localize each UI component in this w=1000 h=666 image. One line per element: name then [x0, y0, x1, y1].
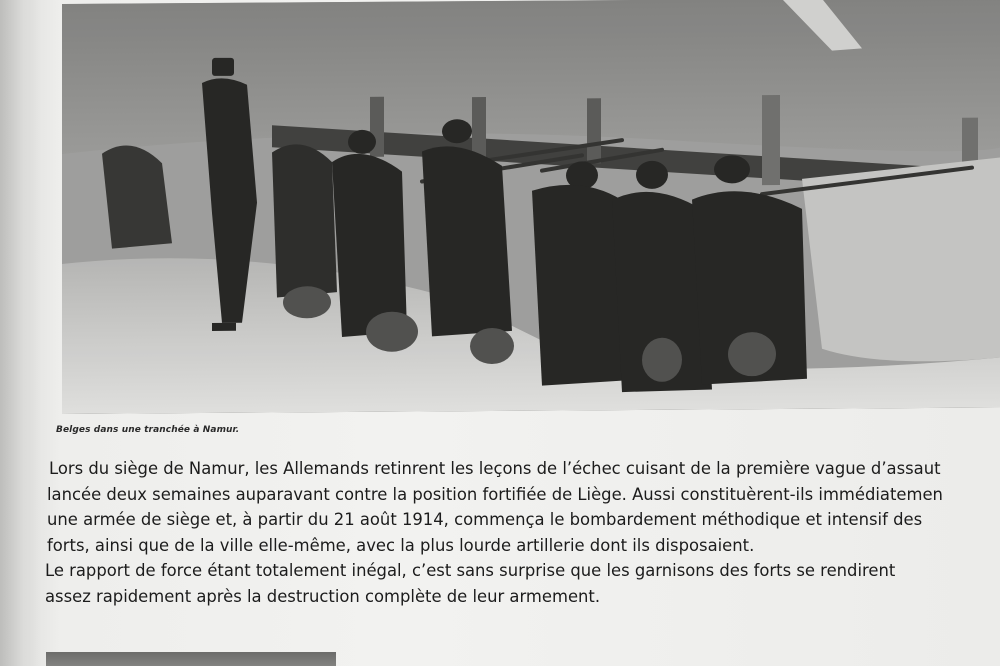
paragraph-line: Le rapport de force étant totalement inégal, c’est sans surprise que les garnisons des forts se rendirent — [45, 561, 896, 580]
paragraph-line: assez rapidement après la destruction complète de leur armement. — [45, 586, 601, 606]
next-photo-edge — [46, 652, 336, 666]
page-spine-shadow — [0, 0, 40, 666]
trench-photo-illustration — [62, 0, 1000, 414]
paragraph-line: Lors du siège de Namur, les Allemands retinrent les leçons de l’échec cuisant de la première vague d’assaut — [49, 459, 941, 478]
article-paragraph — [47, 456, 997, 609]
paragraph-line: lancée deux semaines auparavant contre la position fortifiée de Liège. Aussi constituèrent-ils immédiatemen — [47, 484, 943, 504]
photo-caption: Belges dans une tranchée à Namur. — [56, 425, 240, 435]
paragraph-line: forts, ainsi que de la ville elle-même, avec la plus lourde artillerie dont ils disposaient. — [47, 535, 755, 555]
paragraph-line: une armée de siège et, à partir du 21 août 1914, commença le bombardement méthodique et intensif des — [47, 510, 923, 529]
trench-photo — [62, 0, 1000, 414]
